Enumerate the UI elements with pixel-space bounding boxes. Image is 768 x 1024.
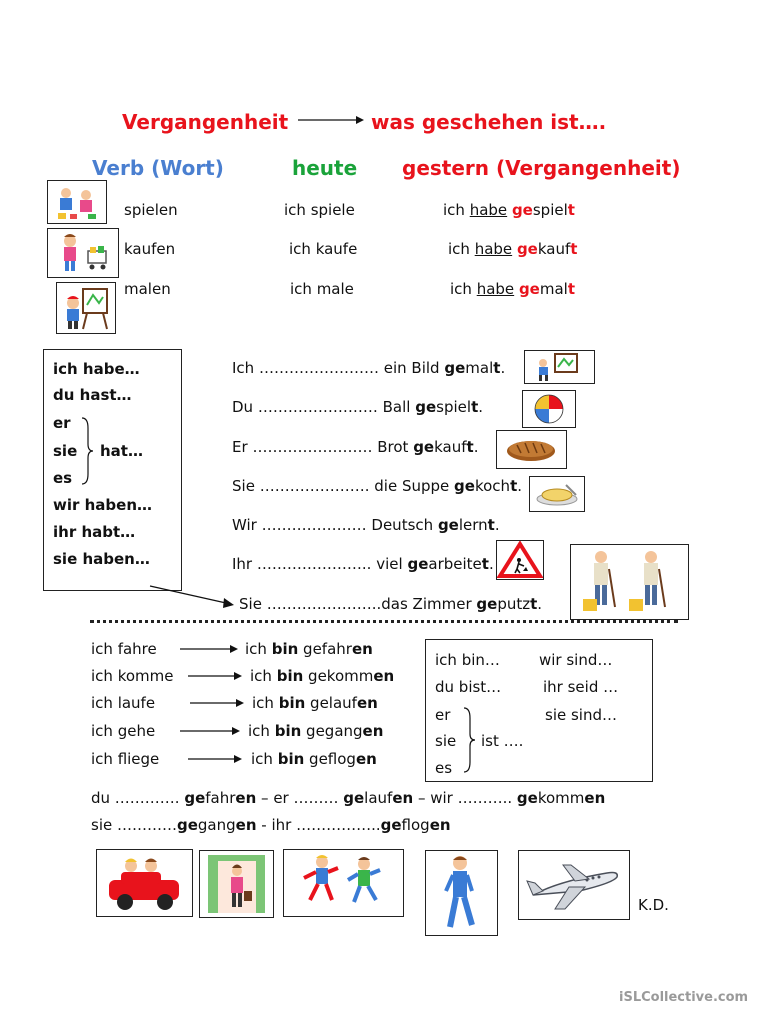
exercise-line: sie …………gegangen - ihr ……………..geflogen xyxy=(91,816,451,834)
title-right: was geschehen ist…. xyxy=(371,110,607,134)
sein-verb-present: ich komme xyxy=(91,667,174,685)
verb-present: ich male xyxy=(290,280,354,298)
sein-verb-perfect: ich bin gefahren xyxy=(245,640,373,658)
section-divider xyxy=(90,620,678,623)
sein-ist: ist …. xyxy=(481,732,524,750)
sein-verb-perfect: ich bin geflogen xyxy=(251,750,377,768)
children-playing-icon xyxy=(47,180,107,224)
sein-wir: wir sind… xyxy=(539,651,613,669)
arrow-icon xyxy=(188,754,242,764)
ball-icon xyxy=(522,390,576,428)
verb-present: ich spiele xyxy=(284,201,355,219)
haben-sie: sie xyxy=(53,442,78,460)
sein-verb-present: ich laufe xyxy=(91,694,156,712)
sentence: Sie …………………..das Zimmer geputzt. xyxy=(239,595,543,613)
brace-icon xyxy=(80,416,94,486)
sein-sie: sie xyxy=(435,732,457,750)
haben-es: es xyxy=(53,469,73,487)
sein-ich: ich bin… xyxy=(435,651,500,669)
arrow-icon xyxy=(180,644,238,654)
sein-verb-perfect: ich bin gekommen xyxy=(250,667,395,685)
verb-perfect: ich habe gekauft xyxy=(448,240,578,258)
sentence: Ich …………………… ein Bild gemalt. xyxy=(232,359,506,377)
sein-ihr: ihr seid … xyxy=(543,678,619,696)
sein-er: er xyxy=(435,706,451,724)
sentence: Sie …………………. die Suppe gekocht. xyxy=(232,477,523,495)
bread-icon xyxy=(496,430,567,469)
verb-infinitive: malen xyxy=(124,280,171,298)
haben-er: er xyxy=(53,414,71,432)
sein-verb-present: ich fliege xyxy=(91,750,160,768)
sein-conjugation-box xyxy=(425,639,653,782)
work-sign-icon xyxy=(496,540,544,580)
girl-shopping-icon xyxy=(47,228,119,278)
header-heute: heute xyxy=(292,156,358,180)
cleaning-people-icon xyxy=(570,544,689,620)
haben-ihr: ihr habt… xyxy=(53,523,136,541)
running-children-icon xyxy=(283,849,404,917)
haben-wir: wir haben… xyxy=(53,496,153,514)
verb-infinitive: spielen xyxy=(124,201,178,219)
sein-du: du bist… xyxy=(435,678,502,696)
sentence: Du …………………… Ball gespielt. xyxy=(232,398,484,416)
soup-icon xyxy=(529,476,585,512)
sein-verb-perfect: ich bin gegangen xyxy=(248,722,384,740)
verb-perfect: ich habe gespielt xyxy=(443,201,575,219)
woman-door-icon xyxy=(199,850,274,918)
walking-man-icon xyxy=(425,850,498,936)
header-verb: Verb (Wort) xyxy=(92,156,224,180)
sein-sie-plural: sie sind… xyxy=(545,706,617,724)
header-gestern: gestern (Vergangenheit) xyxy=(402,156,681,180)
sein-verb-perfect: ich bin gelaufen xyxy=(252,694,378,712)
haben-hat: hat… xyxy=(100,442,143,460)
verb-perfect: ich habe gemalt xyxy=(450,280,576,298)
pointer-arrow-icon xyxy=(148,584,234,610)
verb-present: ich kaufe xyxy=(289,240,358,258)
watermark: iSLCollective.com xyxy=(619,990,749,1005)
sein-es: es xyxy=(435,759,453,777)
haben-conjugation-box xyxy=(43,349,182,591)
arrow-icon xyxy=(190,698,244,708)
sein-verb-present: ich gehe xyxy=(91,722,156,740)
title-arrow-icon xyxy=(298,114,364,126)
author-signature: K.D. xyxy=(638,896,669,914)
airplane-icon xyxy=(518,850,630,920)
sentence: Wir ………………… Deutsch gelernt. xyxy=(232,516,500,534)
sentence: Er …………………… Brot gekauft. xyxy=(232,438,479,456)
exercise-line: du …………. gefahren – er ……… gelaufen – wir ……….. gekommen xyxy=(91,789,606,807)
arrow-icon xyxy=(188,671,242,681)
arrow-icon xyxy=(180,726,240,736)
child-painting-icon xyxy=(56,282,116,334)
sein-verb-present: ich fahre xyxy=(91,640,157,658)
title-left: Vergangenheit xyxy=(122,110,289,134)
haben-du: du hast… xyxy=(53,386,132,404)
haben-ich: ich habe… xyxy=(53,360,140,378)
verb-infinitive: kaufen xyxy=(124,240,176,258)
sentence: Ihr ………………….. viel gearbeitet. xyxy=(232,555,494,573)
painting-icon xyxy=(524,350,595,384)
children-car-icon xyxy=(96,849,193,917)
brace-icon xyxy=(462,706,476,774)
haben-sie-plural: sie haben… xyxy=(53,550,150,568)
